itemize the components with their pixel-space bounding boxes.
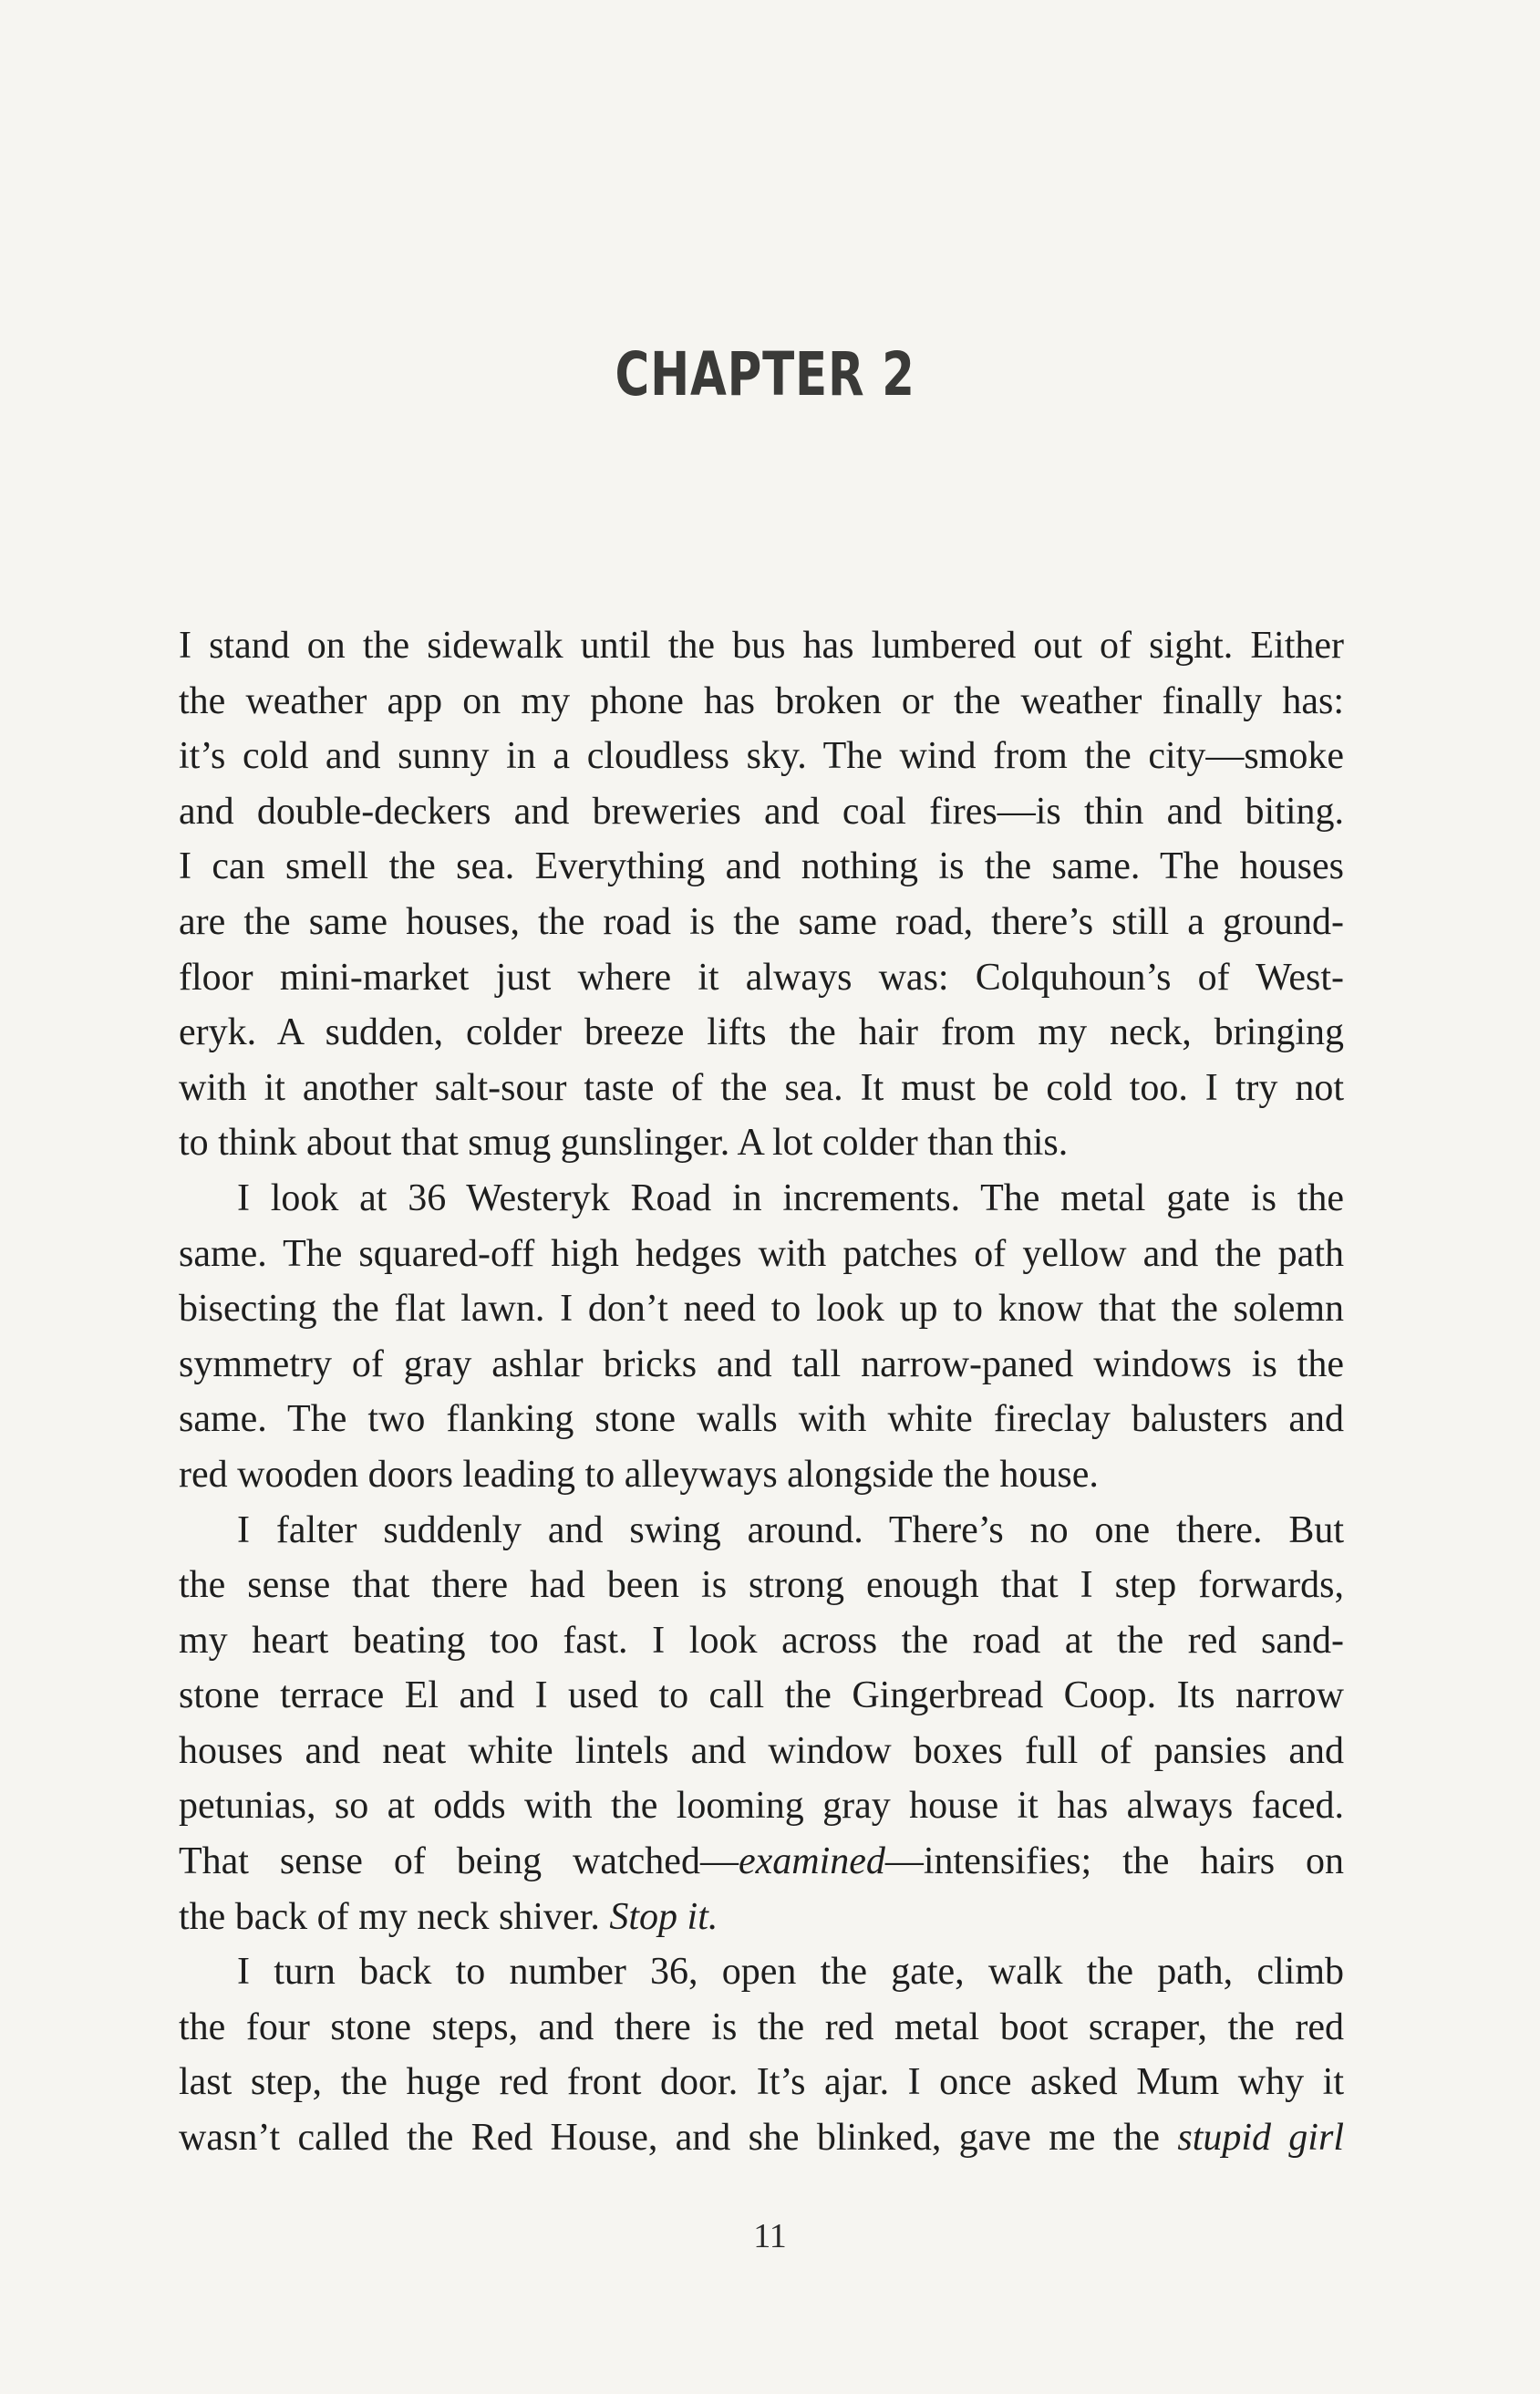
text-line: petunias, so at odds with the looming gray house it has always faced.: [179, 1785, 1344, 1828]
paragraph-1: [179, 618, 1344, 1171]
emphasis-text: examined: [738, 1840, 885, 1883]
text-line: I stand on the sidewalk until the bus has lumbered out of sight. Either: [179, 625, 1344, 667]
text-line: [179, 2110, 1344, 2166]
text-line: with it another salt-sour taste of the sea. It must be cold too. I try not: [179, 1066, 1344, 1109]
text-line: the sense that there had been is strong enough that I step forwards,: [179, 1564, 1344, 1607]
text-line: eryk. A sudden, colder breeze lifts the hair from my neck, bringing: [179, 1011, 1344, 1054]
text-line: to think about that smug gunslinger. A lot colder than this.: [179, 1122, 1069, 1165]
text-line: I falter suddenly and swing around. There’s no one there. But: [237, 1508, 1344, 1551]
paragraph-2: [179, 1171, 1344, 1503]
chapter-title: CHAPTER 2: [615, 339, 915, 409]
text-line: it’s cold and sunny in a cloudless sky. The wind from the city—smoke: [179, 735, 1344, 778]
text-line: last step, the huge red front door. It’s ajar. I once asked Mum why it: [179, 2061, 1344, 2104]
text-line: floor mini-market just where it always was: Colquhoun’s of West-: [179, 956, 1344, 999]
text-line: I turn back to number 36, open the gate, walk the path, climb: [237, 1951, 1344, 1994]
text-line: stone terrace El and I used to call the Gingerbread Coop. Its narrow: [179, 1674, 1344, 1717]
text-line: the four stone steps, and there is the red metal boot scraper, the red: [179, 2005, 1344, 2048]
paragraph-3: [179, 1503, 1344, 1945]
paragraph-4: [179, 1944, 1344, 2165]
text-line: I look at 36 Westeryk Road in increments. The metal gate is the: [237, 1176, 1344, 1219]
text-segment: wasn’t called the Red House, and she blinked, gave me the: [179, 2117, 1178, 2160]
text-line: are the same houses, the road is the same road, there’s still a ground-: [179, 900, 1344, 943]
text-line: [179, 1890, 1344, 1945]
text-segment: the back of my neck shiver.: [179, 1895, 610, 1938]
text-segment: —intensifies; the hairs on: [884, 1840, 1344, 1883]
text-segment: That sense of being watched—: [179, 1840, 739, 1883]
body-text: [179, 618, 1344, 2166]
text-line: and double-deckers and breweries and coal fires—is thin and biting.: [179, 790, 1344, 833]
text-line: symmetry of gray ashlar bricks and tall narrow-paned windows is the: [179, 1342, 1344, 1385]
text-line: same. The two flanking stone walls with white fireclay balusters and: [179, 1398, 1344, 1441]
text-line: my heart beating too fast. I look across the road at the red sand-: [179, 1619, 1344, 1662]
text-line: the weather app on my phone has broken or the weather finally has:: [179, 679, 1344, 722]
page-number: 11: [753, 2217, 787, 2255]
text-line: houses and neat white lintels and window boxes full of pansies and: [179, 1729, 1344, 1772]
emphasis-text: Stop it.: [609, 1895, 718, 1938]
emphasis-text: stupid girl: [1177, 2117, 1344, 2160]
text-line: bisecting the flat lawn. I don’t need to look up to know that the solemn: [179, 1288, 1344, 1331]
text-line: I can smell the sea. Everything and nothing is the same. The houses: [179, 845, 1344, 888]
text-line: [179, 1834, 1344, 1890]
text-line: red wooden doors leading to alleyways alongside the house.: [179, 1453, 1099, 1496]
text-line: same. The squared-off high hedges with patches of yellow and the path: [179, 1232, 1344, 1275]
